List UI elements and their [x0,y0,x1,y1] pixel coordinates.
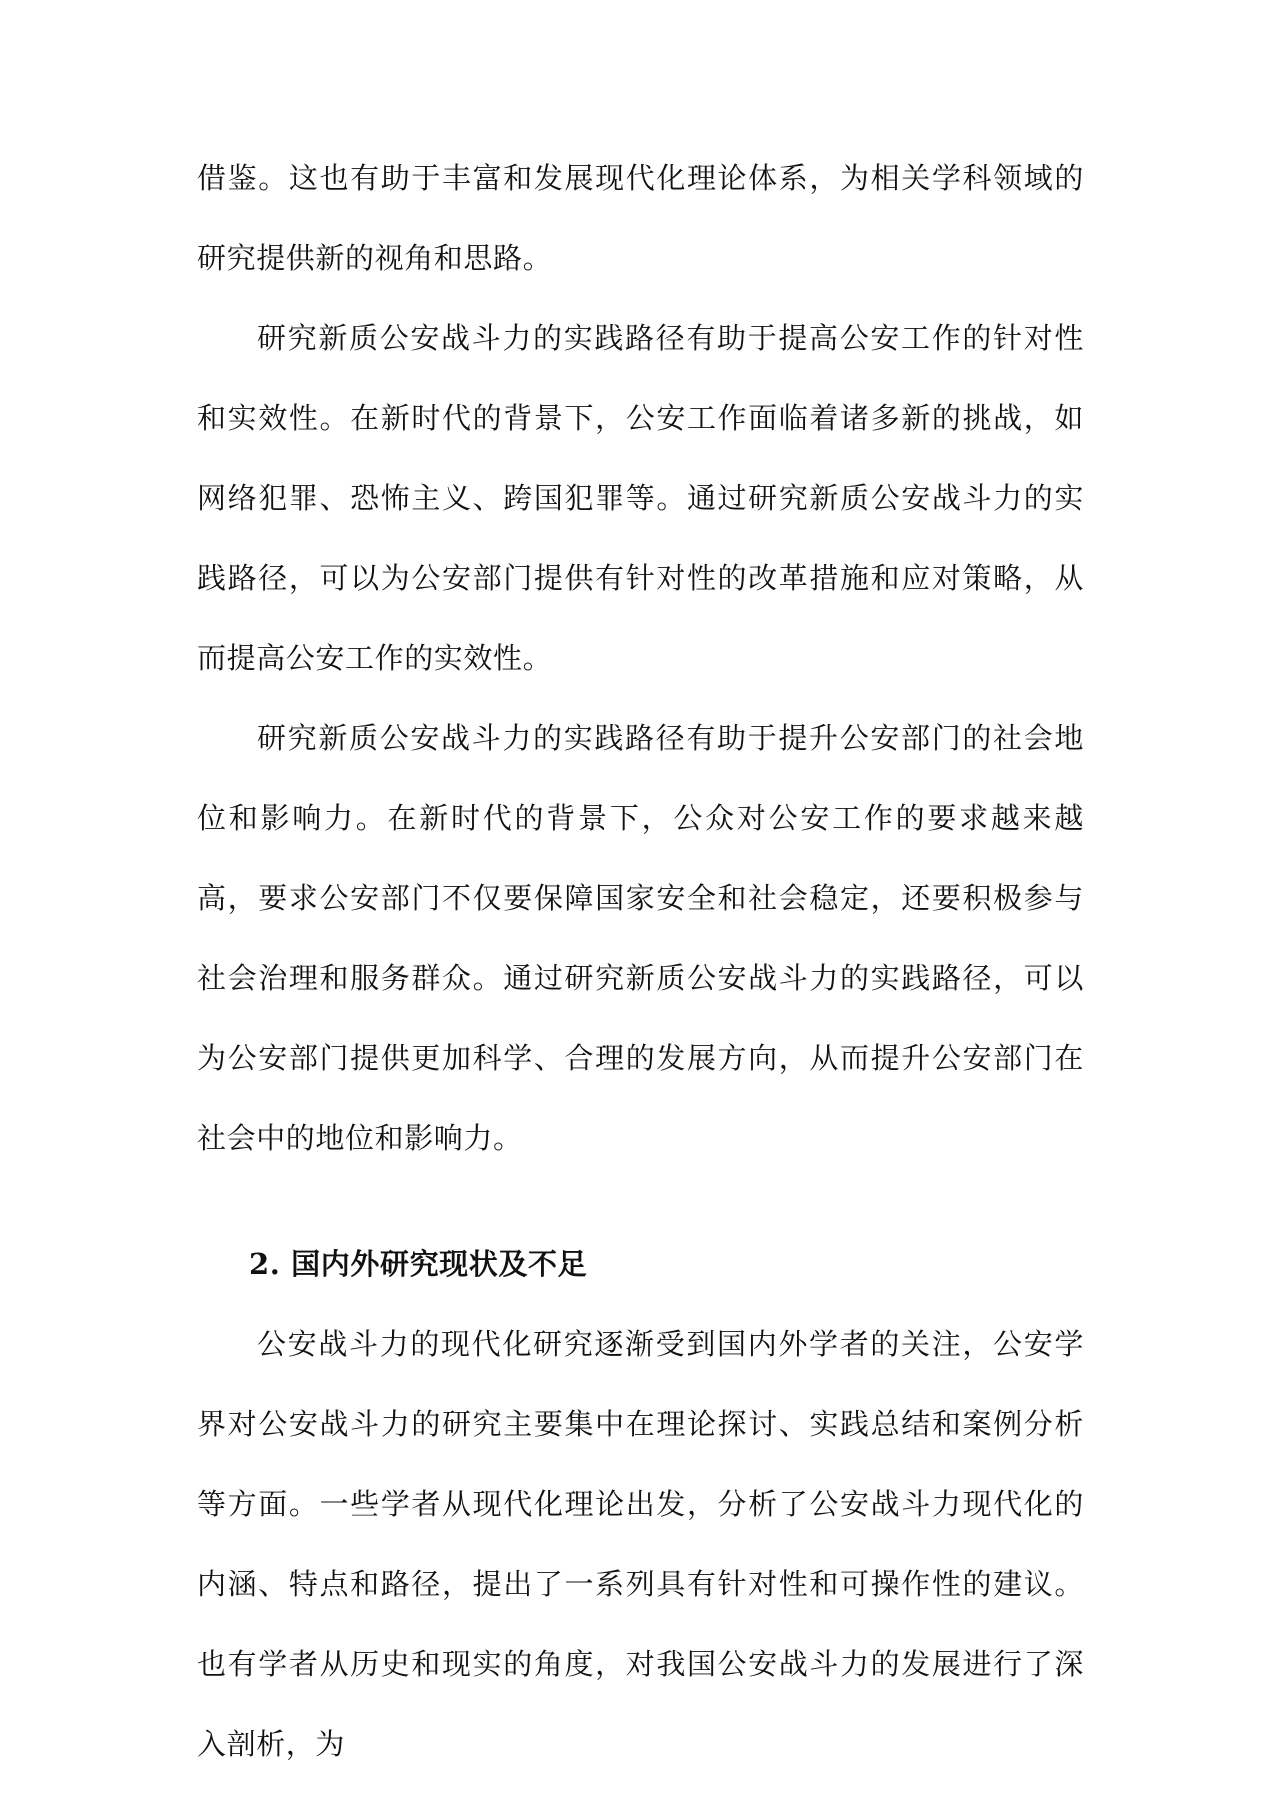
section-heading: 2. 国内外研究现状及不足 [249,1247,588,1281]
document-body [197,138,1084,1784]
section-spacer [197,1178,1084,1224]
paragraph-4: 公安战斗力的现代化研究逐渐受到国内外学者的关注，公安学界对公安战斗力的研究主要集中在理论探讨、实践总结和案例分析等方面。一些学者从现代化理论出发，分析了公安战斗力现代化的内涵、特点和路径，提出了一系列具有针对性和可操作性的建议。也有学者从历史和现实的角度，对我国公安战斗力的发展进行了深入剖析，为 [197,1327,1084,1761]
paragraph-2: 研究新质公安战斗力的实践路径有助于提高公安工作的针对性和实效性。在新时代的背景下，公安工作面临着诸多新的挑战，如网络犯罪、恐怖主义、跨国犯罪等。通过研究新质公安战斗力的实践路径，可以为公安部门提供有针对性的改革措施和应对策略，从而提高公安工作的实效性。 [197,321,1084,675]
paragraph-3: 研究新质公安战斗力的实践路径有助于提升公安部门的社会地位和影响力。在新时代的背景下，公众对公安工作的要求越来越高，要求公安部门不仅要保障国家安全和社会稳定，还要积极参与社会治理和服务群众。通过研究新质公安战斗力的实践路径，可以为公安部门提供更加科学、合理的发展方向，从而提升公安部门在社会中的地位和影响力。 [197,721,1084,1155]
paragraph-1: 借鉴。这也有助于丰富和发展现代化理论体系，为相关学科领域的研究提供新的视角和思路。 [197,161,1084,275]
